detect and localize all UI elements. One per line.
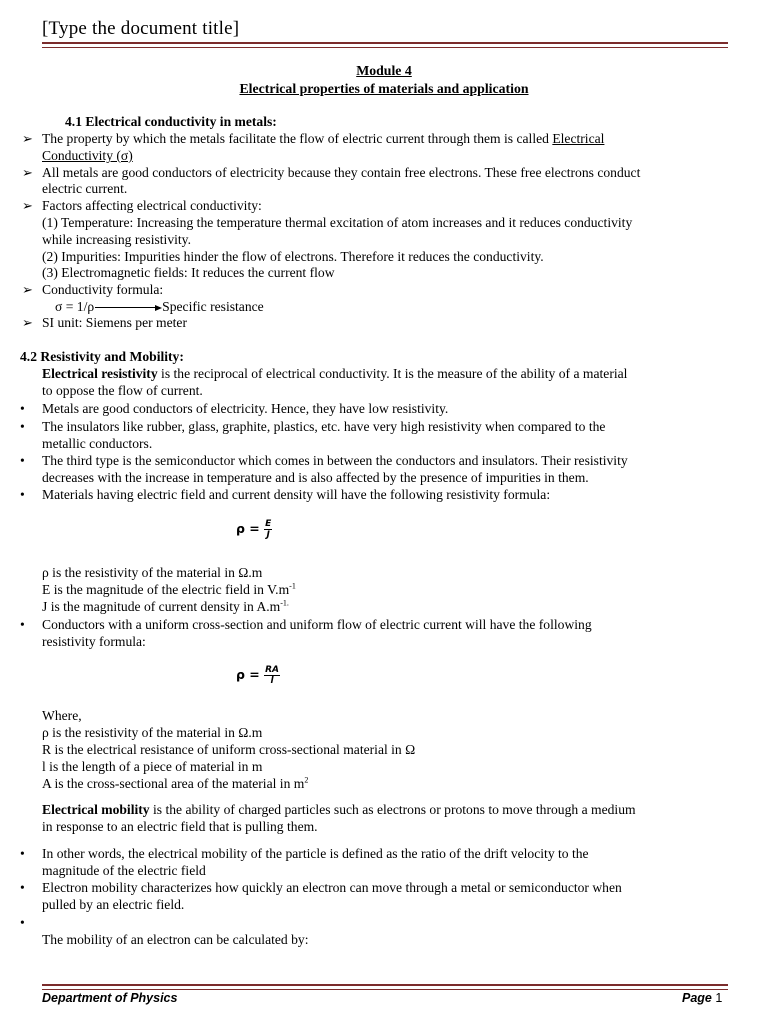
variable-def: E is the magnitude of the electric field in $V.m^{-1}$ <box>42 581 296 597</box>
dot-bullet-icon: • <box>20 453 25 468</box>
where-label: Where, <box>42 708 82 723</box>
header-rule-thin <box>42 47 728 48</box>
arrow-bullet-icon: ➢ <box>22 282 33 297</box>
bullet-text: All metals are good conductors of electricity because they contain free electrons. These free electrons conduct <box>42 165 641 180</box>
dot-bullet-icon: • <box>20 880 25 895</box>
document-title: [Type the document title] <box>42 18 240 39</box>
arrow-bullet-icon: ➢ <box>22 165 33 180</box>
footer-rule <box>42 984 728 986</box>
paragraph: to oppose the flow of current. <box>42 383 203 398</box>
dot-bullet-icon: • <box>20 846 25 861</box>
paragraph: Electrical mobility is the ability of charged particles such as electrons or protons to move through a medium <box>42 802 636 817</box>
bullet-text: Conductivity (σ) <box>42 148 133 163</box>
bullet-text: Materials having electric field and current density will have the following resistivity formula: <box>42 487 551 502</box>
module-subtitle: Electrical properties of materials and application <box>239 81 529 96</box>
bullet-text: magnitude of the electric field <box>42 863 206 878</box>
bullet-text: SI unit: Siemens per meter <box>42 315 187 330</box>
dot-bullet-icon: • <box>20 487 25 502</box>
bullet-text: The property by which the metals facilitate the flow of electric current through them is called Electrical <box>42 131 605 146</box>
dot-bullet-icon: • <box>20 401 25 416</box>
variable-def: A is the cross-sectional area of the material in $m^2$ <box>42 775 309 791</box>
arrow-bullet-icon: ➢ <box>22 198 33 213</box>
bullet-text: Conductivity formula: <box>42 282 164 297</box>
arrow-bullet-icon: ➢ <box>22 315 33 330</box>
bullet-text: decreases with the increase in temperature and is also affected by the presence of impurities in them. <box>42 470 589 485</box>
bullet-text: The insulators like rubber, glass, graphite, plastics, etc. have very high resistivity when compared to the <box>42 419 606 434</box>
bullet-text: while increasing resistivity. <box>42 232 191 247</box>
bullet-text: (3) Electromagnetic fields: It reduces the current flow <box>42 265 335 280</box>
bullet-text: The third type is the semiconductor which comes in between the conductors and insulators. Their resistivity <box>42 453 628 468</box>
bullet-text: (2) Impurities: Impurities hinder the flow of electrons. Therefore it reduces the conductivity. <box>42 249 544 264</box>
footer-department: Department of Physics <box>42 991 178 1005</box>
variable-def: ρ is the resistivity of the material in Ω.m <box>42 565 263 580</box>
dot-bullet-icon: • <box>20 419 25 434</box>
bullet-text: Factors affecting electrical conductivity: <box>42 198 262 213</box>
section-heading-4-1: 4.1 Electrical conductivity in metals: <box>65 114 277 129</box>
footer-rule-thin <box>42 989 728 990</box>
paragraph: Electrical resistivity is the reciprocal of electrical conductivity. It is the measure of the ability of a material <box>42 366 628 381</box>
bullet-text: electric current. <box>42 181 128 196</box>
variable-def: J is the magnitude of current density in $A.m^{-1.}$ <box>42 598 289 614</box>
bullet-text: resistivity formula: <box>42 634 146 649</box>
bullet-text: metallic conductors. <box>42 436 153 451</box>
variable-def: R is the electrical resistance of uniform cross-sectional material in Ω <box>42 742 416 757</box>
header-rule <box>42 42 728 44</box>
conductivity-formula: σ = 1/ρ Specific resistance <box>55 299 264 314</box>
dot-bullet-icon: • <box>20 617 25 632</box>
arrow-bullet-icon: ➢ <box>22 131 33 146</box>
variable-def: ρ is the resistivity of the material in Ω.m <box>42 725 263 740</box>
bullet-text: Electron mobility characterizes how quickly an electron can move through a metal or semiconductor when <box>42 880 622 895</box>
resistivity-formula-ral: ρ = $\frac{RA}{l}$ <box>236 665 280 686</box>
arrow-line <box>95 307 155 308</box>
bullet-text: pulled by an electric field. <box>42 897 185 912</box>
bullet-text: Metals are good conductors of electricity. Hence, they have low resistivity. <box>42 401 449 416</box>
footer-page-number: Page 1 <box>682 991 723 1005</box>
module-title: Module 4 <box>356 63 412 78</box>
paragraph: The mobility of an electron can be calculated by: <box>42 932 309 947</box>
paragraph: in response to an electric field that is pulling them. <box>42 819 318 834</box>
bullet-text: (1) Temperature: Increasing the temperature thermal excitation of atom increases and it reduces conductivity <box>42 215 633 230</box>
variable-def: l is the length of a piece of material in m <box>42 759 263 774</box>
dot-bullet-icon: • <box>20 915 25 930</box>
bullet-text: Conductors with a uniform cross-section and uniform flow of electric current will have the following <box>42 617 592 632</box>
bullet-text: In other words, the electrical mobility of the particle is defined as the ratio of the drift velocity to the <box>42 846 589 861</box>
resistivity-formula-ej: ρ = $\frac{E}{J}$ <box>236 519 272 540</box>
section-heading-4-2: 4.2 Resistivity and Mobility: <box>20 349 184 364</box>
